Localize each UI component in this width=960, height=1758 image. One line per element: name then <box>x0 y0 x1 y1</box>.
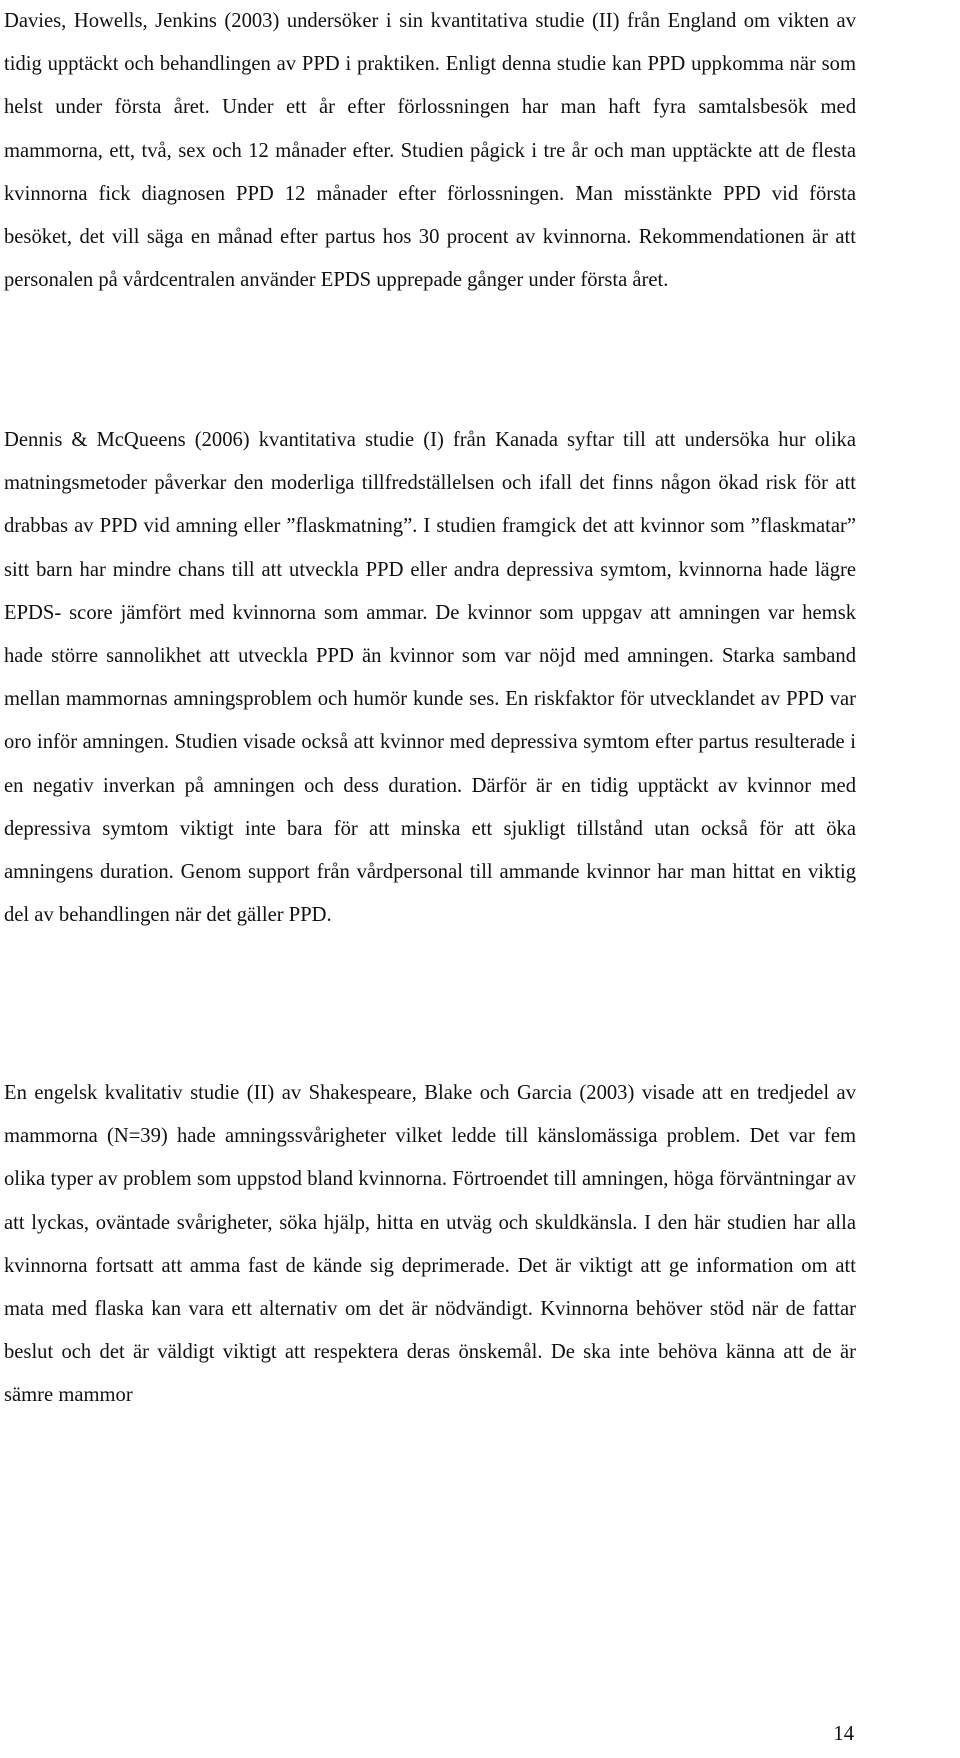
paragraph-dennis-mcqueen-study: Dennis & McQueens (2006) kvantitativa studie (I) från Kanada syftar till att undersöka hur olika matningsmetoder påverkar den moderliga tillfredställelsen och ifall det finns någon ökad risk för att drabbas av PPD vid amning eller ”flaskmatning”. I studien framgick det att kvinnor som ”flaskmatar” sitt barn har mindre chans till att utveckla PPD eller andra depressiva symtom, kvinnorna hade lägre EPDS- score jämfört med kvinnorna som ammar. De kvinnor som uppgav att amningen var hemsk hade större sannolikhet att utveckla PPD än kvinnor som var nöjd med amningen. Starka samband mellan mammornas amningsproblem och humör kunde ses. En riskfaktor för utvecklandet av PPD var oro inför amningen. Studien visade också att kvinnor med depressiva symtom efter partus resulterade i en negativ inverkan på amningen och dess duration. Därför är en tidig upptäckt av kvinnor med depressiva symtom viktigt inte bara för att minska ett sjukligt tillstånd utan också för att öka amningens duration. Genom support från vårdpersonal till ammande kvinnor har man hittat en viktig del av behandlingen när det gäller PPD. <box>4 429 856 927</box>
paragraph-davies-study: Davies, Howells, Jenkins (2003) undersöker i sin kvantitativa studie (II) från England om vikten av tidig upptäckt och behandlingen av PPD i praktiken. Enligt denna studie kan PPD uppkomma när som helst under första året. Under ett år efter förlossningen har man haft fyra samtalsbesök med mammorna, ett, två, sex och 12 månader efter. Studien pågick i tre år och man upptäckte att de flesta kvinnorna fick diagnosen PPD 12 månader efter förlossningen. Man misstänkte PPD vid första besöket, det vill säga en månad efter partus hos 30 procent av kvinnorna. Rekommendationen är att personalen på vårdcentralen använder EPDS upprepade gånger under första året. <box>4 10 856 292</box>
page-number: 14 <box>833 1723 854 1745</box>
paragraph-shakespeare-study: En engelsk kvalitativ studie (II) av Shakespeare, Blake och Garcia (2003) visade att en tredjedel av mammorna (N=39) hade amningssvårigheter vilket ledde till känslomässiga problem. Det var fem olika typer av problem som uppstod bland kvinnorna. Förtroendet till amningen, höga förväntningar av att lyckas, oväntade svårigheter, söka hjälp, hitta en utväg och skuldkänsla. I den här studien har alla kvinnorna fortsatt att amma fast de kände sig deprimerade. Det är viktigt att ge information om att mata med flaska kan vara ett alternativ om det är nödvändigt. Kvinnorna behöver stöd när de fattar beslut och det är väldigt viktigt att respektera deras önskemål. De ska inte behöva känna att de är sämre mammor <box>4 1082 856 1407</box>
